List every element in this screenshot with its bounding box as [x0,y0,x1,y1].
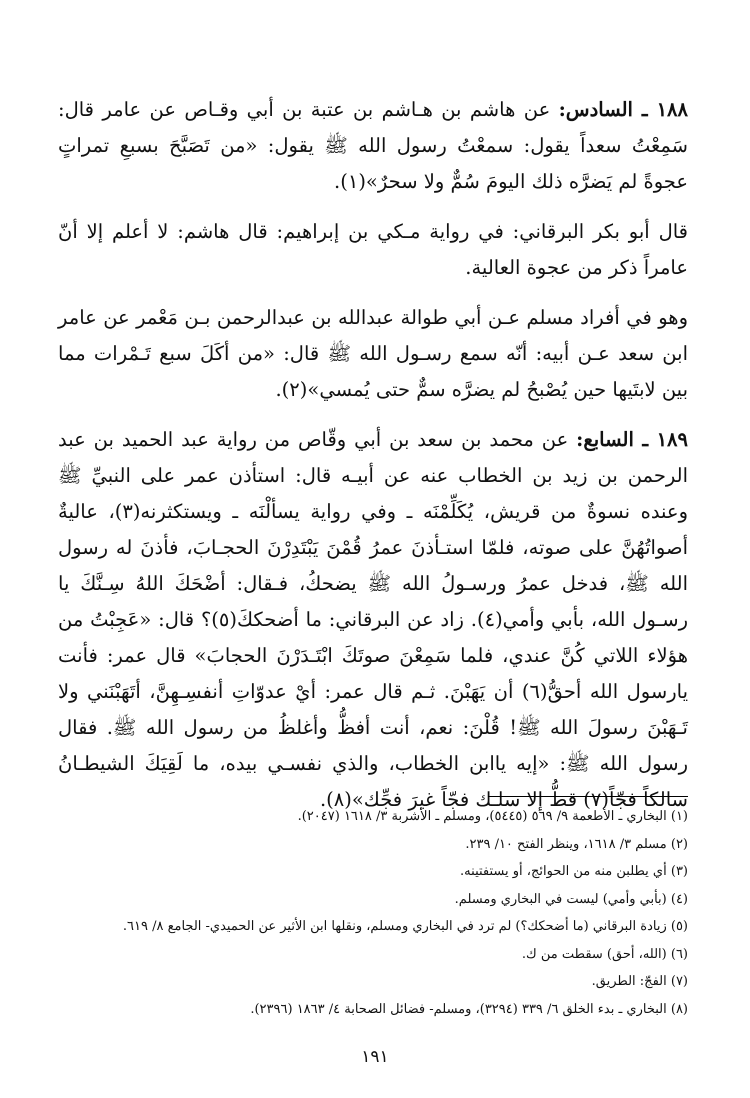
hadith-number: ١٨٨ ـ السادس: [558,98,688,121]
footnote: (٥) زيادة البرقاني (ما أضحكك؟) لم ترد في البخاري ومسلم، ونقلها ابن الأثير عن الحميدي- الجامع ٨/ ٦١٩. [122,919,688,934]
commentary-paragraph [58,300,688,408]
paragraph-text: وهو في أفراد مسلم عـن أبي طوالة عبدالله بن عبدالرحمن بـن مَعْمر عن عامر ابن سعد عـن أبيه: أنّه سمع رسـول الله ﷺ قال: «من أكَلَ سبع تَـمْرات مما بين لابتَيها حين يُصْبحُ لم يضرَّه سمٌّ حتى يُمسي»(٢). [58,306,688,401]
footnote: (١) البخاري ـ الأطعمة ٩/ ٥٦٩ (٥٤٤٥)، ومسلم ـ الأشربة ٣/ ١٦١٨ (٢٠٤٧). [297,809,688,824]
page-number: ١٩١ [361,1047,389,1067]
commentary-paragraph [58,214,688,286]
footnote: (٨) البخاري ـ بدء الخلق ٦/ ٣٣٩ (٣٢٩٤)، ومسلم- فضائل الصحابة ٤/ ١٨٦٣ (٢٣٩٦). [250,1001,688,1017]
main-text [58,92,688,832]
hadith-text: عن محمد بن سعد بن أبي وقّاص من رواية عبد الحميد بن عبد الرحمن بن زيد بن الخطاب عنه عن أبيـه قال: استأذن عمر على النبيِّ ﷺ وعنده نسوةٌ من قريش، يُكَلِّمْنَه ـ وفي رواية يسألْنَه ـ ويستكثرنه(٣)، عاليةٌ أصواتُهُنَّ على صوته، فلمّا استـأذنَ عمرُ قُمْنَ يَبْتَدِرْنَ الحجـابَ، فأذنَ له رسول الله ﷺ، فدخل عمرُ ورسـولُ الله ﷺ يضحكُ، فـقال: أضْحَكَ اللهُ سِـنَّكَ يا رسـول الله، بأبي وأمي(٤). زاد عن البرقاني: ما أضحككَ(٥)؟ قال: «عَجِبْتُ من هؤلاء اللاتي كُنَّ عندي، فلما سَمِعْنَ صوتَكَ ابْتَـدَرْنَ الحجابَ» قال عمر: فأنت يارسول الله أحقُّ(٦) أن يَهَبْنَ. ثـم قال عمر: أيْ عدوّاتِ أنفسِـهِنَّ، أتَهَبْنَني ولا تَـهَبْنَ رسولَ الله ﷺ! قُلْنَ: نعم، أنت أفظُّ وأغلظُ من رسول الله ﷺ. فقال رسول الله ﷺ: «إيه ياابن الخطاب، والذي نفسـي بيده، ما لَقِيَكَ الشيطـانُ سالكاً فجّاً(٧) قطُّ إلا سلـك فجّاً غيرَ فجِّك»(٨). [58,428,689,811]
footnote: (٤) (بأبي وأمي) ليست في البخاري ومسلم. [454,891,688,907]
hadith-188 [58,92,688,200]
hadith-number: ١٨٩ ـ السابع: [576,428,688,451]
footnote: (٢) مسلم ٣/ ١٦١٨، وينظر الفتح ١٠/ ٢٣٩. [465,836,688,852]
footnote-divider [488,796,688,797]
hadith-189 [58,422,688,818]
footnotes [58,803,688,1023]
hadith-text: عن هاشم بن هـاشم بن عتبة بن أبي وقـاص عن عامر قال: سَمِعْتُ سعداً يقول: سمعْتُ رسول الله ﷺ يقول: «من تَصَبَّحَ بسبعِ تمراتٍ عجوةً لم يَضرَّه ذلك اليومَ سُمٌّ ولا سحرٌ»(١). [58,98,688,193]
paragraph-text: قال أبو بكر البرقاني: في رواية مـكي بن إبراهيم: قال هاشم: لا أعلم إلا أنّ عامراً ذكر من عجوة العالية. [58,220,688,279]
footnote: (٧) الفجّ: الطريق. [591,974,688,989]
footnote: (٣) أي يطلبن منه من الحوائج، أو يستفتينه. [460,864,688,879]
footnote: (٦) (الله، أحق) سقطت من ك. [521,946,688,962]
